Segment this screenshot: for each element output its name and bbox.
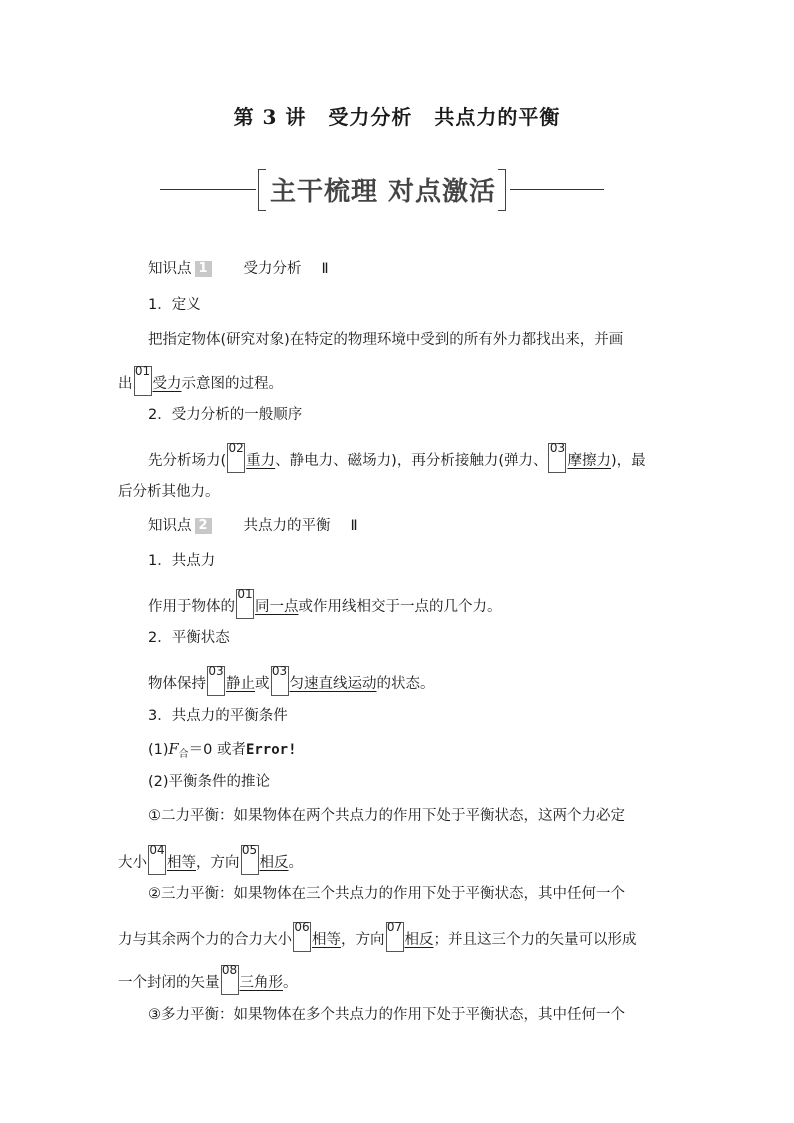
paragraph-line: 把指定物体(研究对象)在特定的物理环境中受到的所有外力都找出来，并画 — [148, 332, 624, 348]
section-banner — [160, 165, 604, 213]
answer-text: 同一点 — [255, 599, 299, 615]
paragraph-line: 力与其余两个力的合力大小 06 相等，方向 07 相反；并且这三个力的矢量可以形成 — [118, 922, 637, 952]
paragraph-line: ③多力平衡：如果物体在多个共点力的作用下处于平衡状态，其中任何一个 — [148, 1007, 625, 1023]
answer-text: 受力 — [152, 376, 182, 392]
answer-text: 相等 — [312, 932, 341, 948]
knowledge-point-name: 受力分析 — [243, 261, 302, 277]
knowledge-point-number-badge: 1 — [195, 261, 212, 277]
answer-text: 匀速直线运动 — [289, 676, 377, 692]
banner-bracket-left — [258, 169, 266, 211]
answer-blank-box: 08 — [221, 965, 239, 995]
answer-blank-box: 02 — [227, 443, 245, 473]
paragraph-line: ②三力平衡：如果物体在三个共点力的作用下处于平衡状态，其中任何一个 — [148, 886, 625, 902]
knowledge-point-number-badge: 2 — [195, 518, 212, 534]
answer-blank-box: 03 — [207, 666, 225, 696]
paragraph-line: (2)平衡条件的推论 — [148, 774, 271, 790]
banner-bracket-right — [498, 169, 506, 211]
section-heading: 1．共点力 — [148, 553, 216, 569]
answer-blank-box: 06 — [293, 922, 311, 952]
paragraph-line: 大小 04 相等，方向 05 相反。 — [118, 845, 303, 875]
answer-blank-box: 01 — [236, 589, 254, 619]
title-topic-2: 共点力的平衡 — [434, 105, 561, 129]
equilibrium-equation: $(1)F_合=0$ 或者Error! — [148, 742, 297, 760]
answer-blank-box: 01 — [134, 366, 152, 396]
answer-blank-box: 04 — [148, 845, 166, 875]
section-heading: 2．受力分析的一般顺序 — [148, 407, 303, 423]
error-field: Error! — [245, 742, 297, 758]
paragraph-line: 先分析场力( 02 重力、静电力、磁场力)，再分析接触力(弹力、 03 摩擦力)，最 — [148, 443, 646, 473]
section-heading: 3．共点力的平衡条件 — [148, 708, 288, 724]
banner-text: 主干梳理 对点激活 — [270, 177, 497, 207]
answer-text: 相反 — [259, 855, 289, 871]
answer-text: 摩擦力 — [567, 453, 611, 469]
lecture-number: 第 3 讲 — [233, 105, 307, 129]
answer-text: 相等 — [167, 855, 196, 871]
paragraph-line: 出 01 受力示意图的过程。 — [118, 366, 283, 396]
knowledge-point-level: Ⅱ — [321, 261, 329, 277]
banner-rule-left — [160, 189, 256, 190]
banner-rule-right — [510, 189, 604, 190]
section-heading: 1．定义 — [148, 297, 201, 313]
answer-text: 重力 — [246, 453, 276, 469]
section-heading: 2．平衡状态 — [148, 630, 230, 646]
knowledge-point-level: Ⅱ — [350, 518, 358, 534]
knowledge-point-2-heading: 知识点 2 共点力的平衡 Ⅱ — [148, 518, 358, 534]
paragraph-line: 后分析其他力。 — [118, 484, 220, 500]
answer-blank-box: 07 — [386, 922, 404, 952]
paragraph-line: 物体保持 03 静止或 03 匀速直线运动的状态。 — [148, 666, 435, 696]
answer-blank-box: 03 — [548, 443, 566, 473]
answer-blank-box: 05 — [241, 845, 259, 875]
title-topic-1: 受力分析 — [328, 105, 413, 129]
paragraph-line: 一个封闭的矢量 08 三角形。 — [118, 965, 298, 995]
answer-text: 静止 — [226, 676, 255, 692]
knowledge-point-1-heading: 知识点 1 受力分析 Ⅱ — [148, 261, 329, 277]
paragraph-line: ①二力平衡：如果物体在两个共点力的作用下处于平衡状态，这两个力必定 — [148, 808, 625, 824]
knowledge-point-name: 共点力的平衡 — [243, 518, 331, 534]
page-title — [0, 101, 794, 130]
paragraph-line: 作用于物体的 01 同一点或作用线相交于一点的几个力。 — [148, 589, 502, 619]
answer-text: 三角形 — [239, 975, 283, 991]
answer-blank-box: 03 — [271, 666, 289, 696]
answer-text: 相反 — [404, 932, 434, 948]
